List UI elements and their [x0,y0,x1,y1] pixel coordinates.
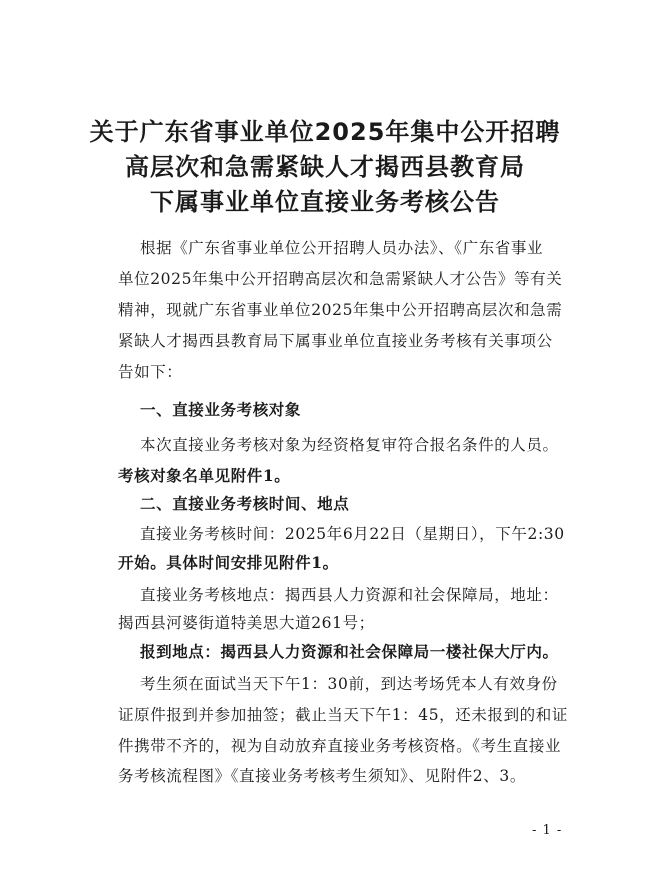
section-2-heading: 二、直接业务考核时间、地点 [140,495,350,513]
exam-time-line: 开始。具体时间安排见附件1。 [118,553,339,572]
title-line-1: 关于广东省事业单位2025年集中公开招聘 [89,118,561,146]
exam-place-line: 直接业务考核地点：揭西县人力资源和社会保障局，地址： [140,586,559,604]
title-line-2: 高层次和急需紧缺人才揭西县教育局 [125,153,525,181]
intro-line: 单位2025年集中公开招聘高层次和急需紧缺人才公告》等有关 [118,270,563,288]
title-line-3: 下属事业单位直接业务考核公告 [150,188,500,216]
intro-line: 紧缺人才揭西县教育局下属事业单位直接业务考核有关事项公 [118,332,553,350]
intro-line: 告如下： [118,363,183,381]
notice-line: 证原件报到并参加抽签；截止当天下午1：45，还未报到的和证 [118,706,568,724]
page-number: - 1 - [532,823,563,838]
notice-line: 务考核流程图》《直接业务考核考生须知》、见附件2、3。 [118,767,526,785]
section-1-line: 本次直接业务考核对象为经资格复审符合报名条件的人员。 [140,436,559,454]
exam-place-line: 揭西县河婆街道特美思大道261号； [118,614,375,632]
section-1-heading: 一、直接业务考核对象 [140,401,302,419]
notice-line: 考生须在面试当天下午1：30前，到达考场凭本人有效身份 [140,675,558,693]
intro-line: 精神，现就广东省事业单位2025年集中公开招聘高层次和急需 [118,301,563,319]
section-1-line: 考核对象名单见附件1。 [118,466,291,485]
checkin-location-line: 报到地点：揭西县人力资源和社会保障局一楼社保大厅内。 [140,642,559,661]
notice-line: 件携带不齐的，视为自动放弃直接业务考核资格。《考生直接业 [118,737,562,755]
exam-time-line: 直接业务考核时间：2025年6月22日（星期日），下午2:30 [140,525,565,543]
intro-line: 根据《广东省事业单位公开招聘人员办法》、《广东省事业 [140,239,544,257]
